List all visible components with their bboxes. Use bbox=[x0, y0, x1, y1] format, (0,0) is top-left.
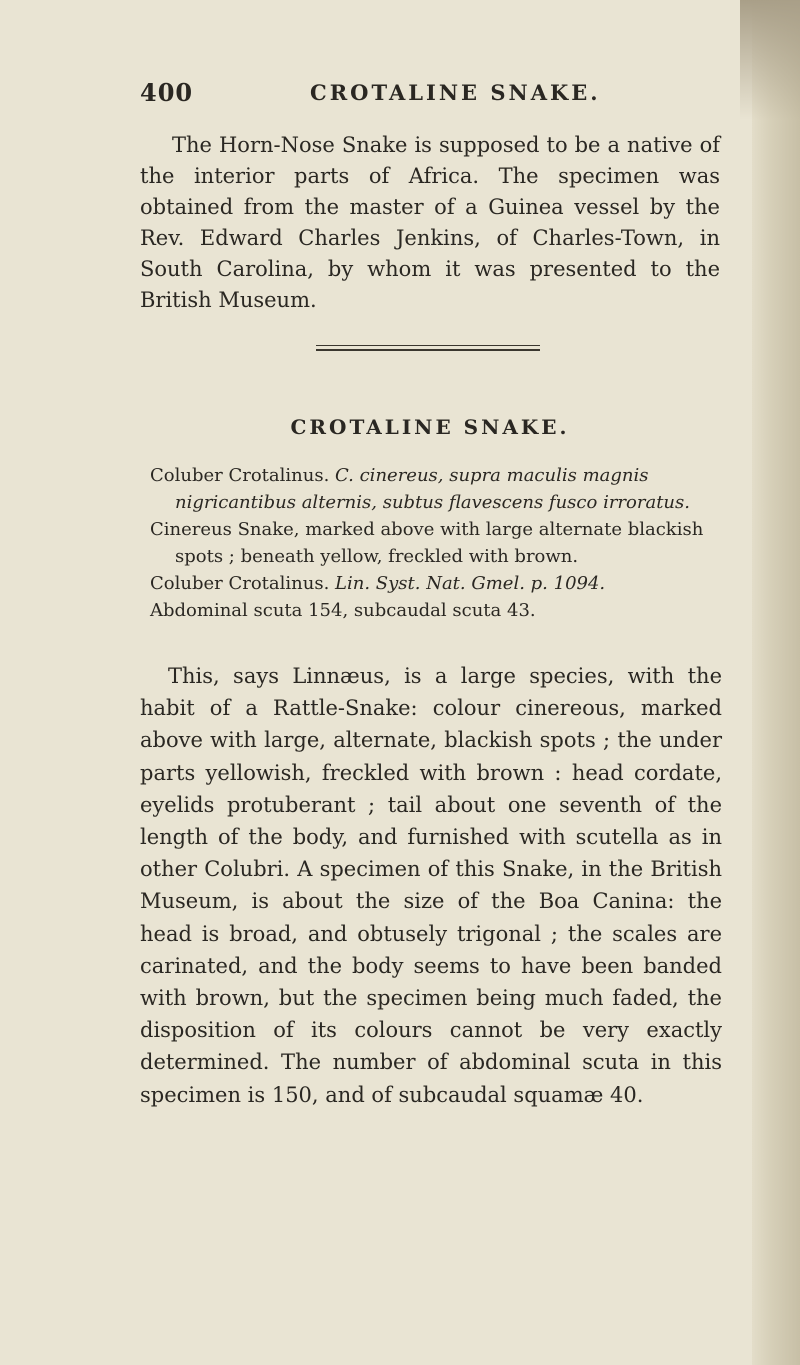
page-header bbox=[140, 78, 700, 118]
section-title: CROTALINE SNAKE. bbox=[290, 415, 570, 439]
running-head: CROTALINE SNAKE. bbox=[310, 80, 601, 105]
page-number: 400 bbox=[140, 78, 194, 107]
synonymy-latin-description: C. cinereus, supra maculis magnis nigricantibus alternis, subtus flavescens fusco irroratus. bbox=[175, 465, 690, 513]
synonymy-scuta-count: Abdominal scuta 154, subcaudal scuta 43. bbox=[150, 600, 536, 621]
synonymy-citation: Lin. Syst. Nat. Gmel. p. 1094. bbox=[335, 573, 606, 594]
page-corner-shadow bbox=[740, 0, 800, 120]
description-paragraph: This, says Linnæus, is a large species, with the habit of a Rattle-Snake: colour cinereous, marked above with large, alternate, blackish spots ; the under parts yellowish, freckled with brown : head cordate, eyelids protuberant ; tail about one seventh of the length of the body, and furnished with scutella as in other Colubri. A specimen of this Snake, in the British Museum, is about the size of the Boa Canina: the head is broad, and obtusely trigonal ; the scales are carinated, and the body seems to have been banded with brown, but the specimen being much faded, the disposition of its colours cannot be very exactly determined. The number of abdominal scuta in this specimen is 150, and of subcaudal squamæ 40. bbox=[140, 664, 722, 1107]
synonymy-entry bbox=[150, 570, 730, 597]
section-divider bbox=[316, 345, 540, 351]
synonymy-block bbox=[150, 462, 730, 624]
intro-text: The Horn-Nose Snake is supposed to be a native of the interior parts of Africa. The specimen was obtained from the master of a Guinea vessel by the Rev. Edward Charles Jenkins, of Charles-Town, in South Carolina, by whom it was presented to the British Museum. bbox=[140, 133, 720, 312]
synonymy-name: Coluber Crotalinus. bbox=[150, 573, 330, 594]
synonymy-english-description: Cinereus Snake, marked above with large alternate blackish spots ; beneath yellow, freckled with brown. bbox=[150, 519, 704, 567]
page-edge-shadow bbox=[752, 0, 800, 1365]
synonymy-entry bbox=[150, 516, 730, 570]
synonymy-name: Coluber Crotalinus. bbox=[150, 465, 330, 486]
synonymy-entry bbox=[150, 597, 730, 624]
synonymy-entry bbox=[150, 462, 730, 516]
intro-paragraph bbox=[140, 130, 720, 316]
description-body bbox=[140, 660, 722, 1111]
